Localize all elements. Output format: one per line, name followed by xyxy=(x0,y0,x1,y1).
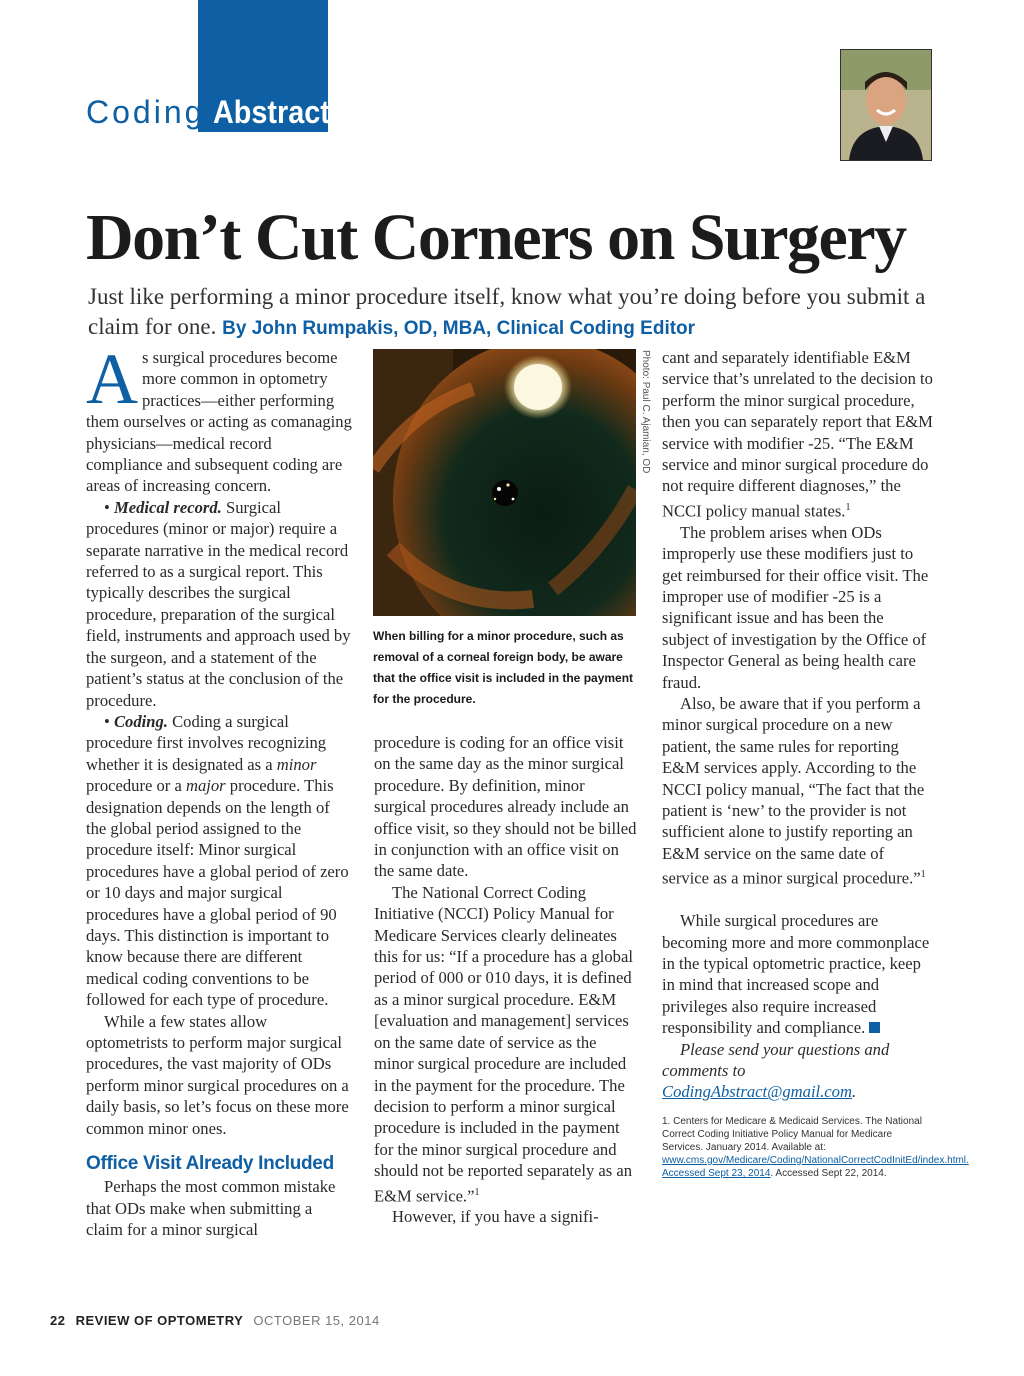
intro-paragraph xyxy=(86,339,352,497)
conclusion-text: While surgical procedures are becoming more and more commonplace in the typical optometric practice, keep in mind that increased scope and privileges also require increased responsibility and compliance. xyxy=(662,911,930,1038)
column-2 xyxy=(374,732,640,1228)
footnote-end: . Accessed Sept 22, 2014. xyxy=(770,1167,887,1179)
section-title xyxy=(86,88,343,132)
drop-cap: A xyxy=(86,339,138,419)
paragraph-problem: The problem arises when ODs improperly use these modifiers just to get reimbursed for their office visit. The improper use of modifier -25 is a significant issue and has been the subject of investigation by the Office of Inspector General as being health care fraud. xyxy=(662,522,929,692)
bullet-title-coding: Coding. xyxy=(113,711,168,731)
issue-date: OCTOBER 15, 2014 xyxy=(253,1313,380,1328)
magazine-name: REVIEW OF OPTOMETRY xyxy=(75,1313,244,1328)
footnote-text: 1. Centers for Medicare & Medicaid Services. The National Correct Coding Initiative Policy Manual for Medicare Services. January 2014. Available at: xyxy=(662,1115,922,1153)
photo-credit: Photo: Paul C. Ajamian, OD xyxy=(640,350,651,474)
article-headline: Don’t Cut Corners on Surgery xyxy=(86,201,906,274)
corneal-foreign-body-photo xyxy=(373,349,636,616)
subhead-office-visit: Office Visit Already Included xyxy=(86,1153,334,1175)
paragraph-modifier-25 xyxy=(662,347,934,522)
bullet-text-medical-record: Surgical procedures (minor or major) require a separate narrative in the medical record referred to as a surgical report. This typically describes the surgical procedure, preparation of the surgical field, instruments and approach used by the surgeon, and a statement of the patient’s status at the conclusion of the procedure. xyxy=(86,497,351,710)
ncci-quote-text: The National Correct Coding Initiative (NCCI) Policy Manual for Medicare Services clearly delineates this for us: “If a procedure has a global period of 000 or 010 days, it is defined as a minor surgical procedure. E&M [evaluation and management] services on the same date of service as the minor surgical procedure are included in the payment for the procedure. The decision to perform a minor surgical procedure is included in the payment for the minor surgical procedure and should not be reported separately as an E&M service.” xyxy=(374,882,633,1206)
contact-text: Please send your questions and comments to xyxy=(662,1039,890,1081)
footnote-ref: 1 xyxy=(474,1186,480,1198)
bullet-text-coding-c: procedure. This designation depends on the length of the global period assigned to the procedure itself: Minor surgical procedures have a global period of zero or 10 days and major surgical procedures have a global period of 90 days. This distinction is important to know because there are different medical coding conventions to be followed for each type of procedure. xyxy=(86,776,349,1010)
paragraph-ncci-quote xyxy=(374,882,640,1207)
bullet-text-coding-a: Coding a surgical procedure first involves recognizing whether it is designated as a xyxy=(86,711,327,774)
byline: By John Rumpakis, OD, MBA, Clinical Coding Editor xyxy=(222,318,696,339)
paragraph-common-mistake: Perhaps the most common mistake that ODs make when submitting a claim for a minor surgical xyxy=(86,1177,336,1240)
bullet-text-coding-b: procedure or a xyxy=(86,776,182,796)
footnote-ref: 1 xyxy=(920,869,926,881)
footnote xyxy=(662,1115,969,1180)
column-1 xyxy=(86,339,352,1241)
bullet-coding: • Coding. Coding a surgical procedure first involves recognizing whether it is designated as a minor procedure or a major procedure. This designation depends on the length of the global period assigned to the procedure itself: Minor surgical procedures have a global period of zero or 10 days and major surgical procedures have a global period of 90 days. This distinction is important to know because there are different medical coding conventions to be followed for each type of procedure. xyxy=(86,711,349,1010)
bullet-title-medical-record: Medical record. xyxy=(113,497,222,517)
term-minor: minor xyxy=(276,754,317,774)
intro-text: s surgical procedures become more common in optometry practices—either performing them ourselves or acting as comanaging physicians—medical record compliance and subsequent coding are areas of increasing concern. xyxy=(86,348,352,496)
article-deck xyxy=(88,282,948,344)
column-3 xyxy=(662,347,969,1180)
contact-email-link[interactable]: CodingAbstract@gmail.com xyxy=(662,1082,852,1102)
footnote-ref: 1 xyxy=(845,501,851,513)
bullet-medical-record: • Medical record. Surgical procedures (minor or major) require a separate narrative in the medical record referred to as a surgical report. This typically describes the surgical procedure, preparation of the surgical field, instruments and approach used by the surgeon, and a statement of the patient’s status at the conclusion of the procedure. xyxy=(86,497,351,710)
paragraph-office-visit-coding: procedure is coding for an office visit on the same day as the minor surgical procedure. By definition, minor surgical procedures already include an office visit, so they should not be billed in conjunction with an office visit on the same date. xyxy=(374,733,637,881)
page-footer xyxy=(50,1313,380,1328)
photo-caption: When billing for a minor procedure, such as removal of a corneal foreign body, be aware that the office visit is included in the payment for the procedure. xyxy=(373,629,634,706)
paragraph-states: While a few states allow optometrists to perform major surgical procedures, the vast majority of ODs perform minor surgical procedures on a daily basis, so let’s focus on these more common minor ones. xyxy=(86,1011,349,1138)
end-mark-icon xyxy=(869,1022,880,1033)
footnote-url-link[interactable]: www.cms.gov/Medicare/Coding/NationalCorrectCodInitEd/index.html. Accessed Sept 23, 2014 xyxy=(662,1154,969,1179)
section-label-coding: Coding xyxy=(86,94,206,130)
term-major: major xyxy=(185,776,226,796)
paragraph-however: However, if you have a signifi- xyxy=(392,1207,599,1227)
paragraph-contact: Please send your questions and comments to CodingAbstract@gmail.com. xyxy=(662,1039,890,1102)
deck-text: Just like performing a minor procedure itself, know what you’re doing before you submit a claim for one. xyxy=(88,284,926,339)
paragraph-new-patient xyxy=(662,693,934,889)
author-headshot xyxy=(840,49,932,161)
paragraph-conclusion xyxy=(662,910,934,1038)
section-label-abstract: Abstract xyxy=(213,94,331,130)
modifier-text: cant and separately identifiable E&M service that’s unrelated to the decision to perform the minor surgical procedure, then you can separately report that E&M service with modifier -25. “The E&M service and minor surgical procedure do not require different diagnoses,” the NCCI policy manual states. xyxy=(662,348,933,521)
new-patient-text: Also, be aware that if you perform a minor surgical procedure on a new patient, the same rules for reporting E&M services apply. According to the NCCI policy manual, “The fact that the patient is ‘new’ to the provider is not sufficient alone to justify reporting an E&M service on the same date of service as a minor surgical procedure.” xyxy=(662,694,925,888)
page-number: 22 xyxy=(50,1313,66,1328)
